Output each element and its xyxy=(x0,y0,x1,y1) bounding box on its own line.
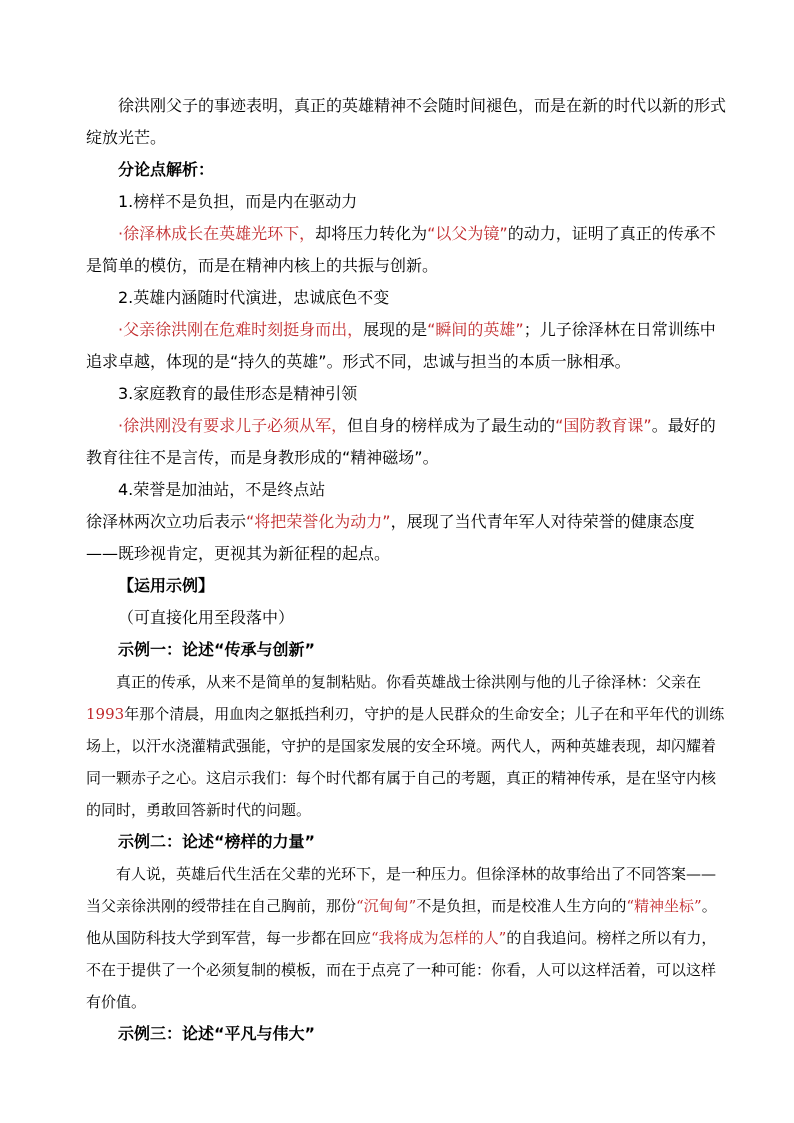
point-body-segment: 但自身的榜样成为了最生动的 xyxy=(347,416,556,435)
usage-note: （可直接化用至段落中） xyxy=(118,608,295,627)
point-body-segment: ·徐洪刚没有要求儿子必须从军， xyxy=(118,416,348,435)
example-title: 示例三：论述“平凡与伟大” xyxy=(118,1024,316,1043)
analysis-heading: 分论点解析： xyxy=(118,160,215,179)
point-body xyxy=(86,410,726,474)
point-body-segment: ·徐泽林成长在英雄光环下， xyxy=(118,224,316,243)
point-body-segment: 徐泽林两次立功后表示 xyxy=(86,512,247,531)
example-body xyxy=(86,858,726,1018)
point-body-segment: ·父亲徐洪刚在危难时刻挺身而出， xyxy=(118,320,364,339)
example-body-segment: “精神坐标” xyxy=(626,897,702,915)
usage-example xyxy=(86,634,726,826)
example-body-segment: 有人说，英雄后代生活在父辈的光环下，是一种压力。但徐泽林的故事给出了不同答案——当父亲徐洪刚的绶带挂在自己胸前，那份 xyxy=(86,865,717,915)
point-body-segment: “以父为镜” xyxy=(427,224,508,243)
example-body-segment: 1993 xyxy=(86,705,125,723)
point-body-segment: “瞬间的英雄” xyxy=(427,320,524,339)
point-title: 1.榜样不是负担，而是内在驱动力 xyxy=(118,192,358,211)
example-body-segment: 。他从国防科技大学到军营，每一步都在回应 xyxy=(86,897,717,947)
document-content xyxy=(86,90,726,1050)
point-body xyxy=(86,506,726,570)
usage-heading: 【运用示例】 xyxy=(118,576,215,595)
point-body-segment: ，展现了当代青年军人对待荣誉的健康态度——既珍视肯定，更视其为新征程的起点。 xyxy=(86,512,695,563)
point-body xyxy=(86,314,726,378)
point-body-segment: 的动力，证明了真正的传承不是简单的模仿，而是在精神内核上的共振与创新。 xyxy=(86,224,716,275)
point-body-segment: “将把荣誉化为动力” xyxy=(246,512,391,531)
analysis-points xyxy=(86,186,726,570)
example-body-segment: “沉甸甸” xyxy=(356,897,417,915)
point-body-segment: 却将压力转化为 xyxy=(315,224,428,243)
analysis-point xyxy=(86,282,726,378)
analysis-point xyxy=(86,378,726,474)
analysis-point xyxy=(86,474,726,570)
point-body-segment: “国防教育课” xyxy=(555,416,652,435)
usage-example xyxy=(86,1018,726,1050)
point-body-segment: 展现的是 xyxy=(363,320,428,339)
example-body-segment: 的自我追问。榜样之所以有力，不在于提供了一个必须复制的模板，而在于点亮了一种可能：你看，人可以这样活着，可以这样有价值。 xyxy=(86,929,717,1011)
point-body-segment: 。最好的教育往往不是言传，而是身教形成的“精神磁场”。 xyxy=(86,416,716,467)
example-body xyxy=(86,666,726,826)
point-title: 2.英雄内涵随时代演进，忠诚底色不变 xyxy=(118,288,390,307)
point-title: 4.荣誉是加油站，不是终点站 xyxy=(118,480,326,499)
usage-example xyxy=(86,826,726,1018)
example-body-segment: “我将成为怎样的人” xyxy=(371,929,507,947)
example-body-segment: 真正的传承，从来不是简单的复制粘贴。你看英雄战士徐洪刚与他的儿子徐泽林：父亲在 xyxy=(116,673,702,691)
point-body-segment: ；儿子徐泽林在日常训练中追求卓越，体现的是“持久的英雄”。形式不同，忠诚与担当的本质一脉相承。 xyxy=(86,320,716,371)
point-body xyxy=(86,218,726,282)
analysis-point xyxy=(86,186,726,282)
example-title: 示例二：论述“榜样的力量” xyxy=(118,832,316,851)
example-body-segment: 不是负担，而是校准人生方向的 xyxy=(416,897,627,915)
usage-examples xyxy=(86,634,726,1050)
point-title: 3.家庭教育的最佳形态是精神引领 xyxy=(118,384,358,403)
example-body-segment: 年那个清晨，用血肉之躯抵挡利刃，守护的是人民群众的生命安全；儿子在和平年代的训练场上，以汗水浇灌精武强能，守护的是国家发展的安全环境。两代人，两种英雄表现，却闪耀着同一颗赤子之心。这启示我们：每个时代都有属于自己的考题，真正的精神传承，是在坚守内核的同时，勇敢回答新时代的问题。 xyxy=(86,705,725,819)
intro-paragraph: 徐洪刚父子的事迹表明，真正的英雄精神不会随时间褪色，而是在新的时代以新的形式绽放光芒。 xyxy=(86,96,727,147)
example-title: 示例一：论述“传承与创新” xyxy=(118,640,316,659)
